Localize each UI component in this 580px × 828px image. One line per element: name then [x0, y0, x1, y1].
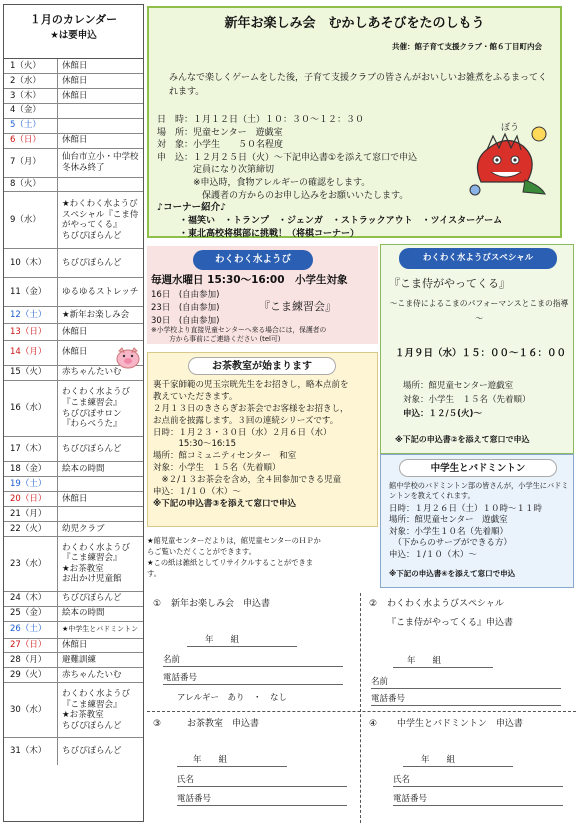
calendar-date: 23（水） — [4, 537, 58, 591]
pamphlet-note-line: ★館児童センターだよりは，館児童センターのＨＰか — [147, 536, 321, 545]
phone-line[interactable] — [371, 705, 561, 706]
new-year-detail-line: ※申込時，食物アレルギーの確認をします。 — [157, 177, 371, 188]
calendar-row — [4, 104, 143, 119]
calendar-row — [4, 89, 143, 104]
form-title: わくわく水ようびスペシャル — [387, 599, 504, 609]
calendar-event — [58, 192, 143, 248]
name-line[interactable] — [163, 666, 343, 667]
calendar-row — [4, 492, 143, 507]
calendar-row — [4, 683, 143, 738]
form-phone-label: 電話番号 — [177, 794, 212, 804]
badminton-intro: 館中学校のバドミントン部の皆さんが，小学生にバドミントンを教えてくれます。 — [389, 481, 569, 500]
form-grade: 年 組 — [205, 635, 240, 645]
lion-speech-text: ぼう — [501, 123, 520, 133]
calendar-date: 18（金） — [4, 462, 58, 476]
calendar-row — [4, 278, 143, 307]
calendar-row — [4, 607, 143, 622]
wakuwaku-date-16: 16日 (自由参加) — [151, 290, 220, 300]
pamphlet-note — [147, 536, 378, 588]
form-name-label: 名前 — [371, 677, 389, 687]
calendar-event-line: 休館日 — [62, 347, 88, 358]
wakuwaku-schedule: 毎週水曜日 15:30～16:00 小学生対象 — [151, 274, 348, 286]
calendar-event — [58, 437, 143, 461]
calendar-event-line: ★お茶教室 — [62, 710, 104, 721]
pamphlet-note-line: ★この紙は雑紙としてリサイクルすることができま — [147, 557, 314, 567]
calendar-date: 17（木） — [4, 437, 58, 461]
calendar-event — [58, 462, 143, 476]
tea-class-line: ２月１３日のきさらぎお茶会でお客様をお招きし， — [153, 403, 349, 414]
name-line[interactable] — [177, 786, 347, 787]
form-badminton[interactable] — [363, 713, 576, 823]
phone-line[interactable] — [163, 684, 343, 685]
form-allergy[interactable]: アレルギー あり ・ なし — [177, 693, 287, 703]
calendar-event — [58, 507, 143, 521]
calendar-date: 6（日） — [4, 134, 58, 148]
calendar-event-line: ちびぴぽらんど — [62, 746, 122, 757]
calendar-date: 26（土） — [4, 622, 58, 638]
calendar-date: 9（水） — [4, 192, 58, 248]
form-number: ② — [369, 599, 378, 609]
wakuwaku-label: わくわく水ようび — [193, 250, 313, 270]
calendar-event-line: 『こま練習会』 — [62, 553, 122, 564]
tea-class-line: 対象：小学生 １５名（先着順） — [153, 463, 281, 474]
calendar-row — [4, 507, 143, 522]
new-year-detail-line: 対 象：小学生 ５０名程度 — [157, 140, 284, 151]
tea-class-line: ※２/１３お茶会を含め，全４回参加できる児童 — [153, 475, 342, 486]
calendar-date: 25（金） — [4, 607, 58, 621]
calendar-event — [58, 537, 143, 591]
calendar-row — [4, 462, 143, 477]
calendar-row — [4, 178, 143, 193]
calendar-event-line: わくわく水ようび — [62, 542, 131, 553]
calendar-date: 16（水） — [4, 381, 58, 437]
badminton-info-line: （下からのサーブができる方） — [389, 538, 512, 549]
calendar-event-line: 赤ちゃんたいむ — [62, 367, 122, 378]
calendar-date: 8（火） — [4, 178, 58, 192]
calendar-event-line: わくわく水ようび — [62, 387, 131, 398]
calendar-date: 11（金） — [4, 278, 58, 306]
calendar-event — [58, 307, 143, 323]
calendar-event-line: 赤ちゃんたいむ — [62, 670, 122, 681]
badminton-info-line: 申込：１/１０（木）～ — [389, 549, 477, 560]
calendar-date: 15（火） — [4, 366, 58, 380]
calendar-row — [4, 192, 143, 249]
calendar-date: 30（水） — [4, 683, 58, 737]
form-name-label: 氏名 — [393, 775, 411, 785]
calendar-event-line: ちびぴぽらんど — [62, 230, 122, 241]
new-year-party-section — [147, 6, 562, 238]
calendar-event-line: 『こま練習会』 — [62, 397, 122, 408]
calendar-row — [4, 307, 143, 324]
new-year-detail-line: 保護者の方からのお申し込みをお願いいたします。 — [157, 190, 409, 201]
special-apply-note: ※下記の申込書②を添えて窓口で申込 — [395, 435, 530, 444]
badminton-apply-note: ※下記の申込書④を添えて窓口で申込 — [389, 569, 516, 578]
calendar-event — [58, 592, 143, 606]
tea-class-line: ※下記の申込書③を添えて窓口で申込 — [153, 498, 296, 509]
calendar-row — [4, 249, 143, 278]
name-line[interactable] — [393, 786, 563, 787]
tea-class-line: 15:30～16:15 — [153, 439, 236, 450]
wakuwaku-note-1: ※小学校より直接児童センターへ来る場合には，保護者の — [151, 326, 327, 334]
calendar-event — [58, 477, 143, 491]
badminton-info-line: 対象：小学生１０名（先着順） — [389, 526, 509, 537]
calendar-event-line: 絵本の時間 — [62, 608, 105, 619]
calendar-row — [4, 738, 143, 765]
calendar-event — [58, 119, 143, 133]
calendar-event-line: 幼児クラブ — [62, 523, 105, 534]
calendar-row — [4, 622, 143, 639]
calendar-event — [58, 278, 143, 306]
wakuwaku-date-30: 30日 (自由参加) — [151, 316, 220, 326]
calendar-event-line: 絵本の時間 — [62, 463, 105, 474]
calendar-event — [58, 149, 143, 177]
calendar-event-line: がやってくる』 — [62, 220, 122, 231]
form-title: 新年お楽しみ会 申込書 — [171, 599, 271, 609]
new-year-detail-line: 定員になり次第締切 — [157, 165, 275, 176]
special-info — [403, 379, 531, 421]
calendar-event — [58, 607, 143, 621]
special-apply-date: 申込：１２/５(火)～ — [403, 409, 482, 420]
pamphlet-note-line: す。 — [147, 568, 162, 578]
form-subtitle: 『こま侍がやってくる』申込書 — [387, 618, 514, 628]
form-number: ③ — [153, 719, 162, 729]
calendar-event-line: 休館日 — [62, 640, 88, 651]
calendar-event-line: 避難訓練 — [62, 655, 97, 666]
phone-line[interactable] — [177, 805, 347, 806]
form-name-label: 氏名 — [177, 775, 195, 785]
calendar-rows — [4, 59, 143, 765]
calendar-event — [58, 639, 143, 653]
new-year-title: 新年お楽しみ会 むかしあそびをたのしもう — [224, 16, 485, 31]
tea-class-line: 裏千家師範の児玉宗晄先生をお招きし，略本点前を — [153, 380, 349, 390]
new-year-intro: みんなで楽しくゲームをした後，子育て支援クラブの皆さんがおいしいお雑煮をふるまってくれます。 — [169, 73, 548, 97]
wakuwaku-note-2: 方から事前にご連絡ください (tel可) — [169, 335, 281, 343]
calendar-event-line: ★わくわく水ようび — [62, 199, 138, 210]
calendar-event-line: ★新年お楽しみ会 — [62, 309, 130, 320]
calendar-event-line: 休館日 — [62, 75, 88, 86]
calendar-date: 19（土） — [4, 477, 58, 491]
calendar-date: 3（木） — [4, 89, 58, 103]
form-name-label: 名前 — [163, 655, 181, 665]
calendar-date: 12（土） — [4, 307, 58, 323]
tea-class-line: 日時：１月２３・３０日（水）２月６日（水） — [153, 427, 332, 438]
form-divider-vertical — [360, 593, 361, 823]
grade-line[interactable] — [177, 766, 287, 767]
calendar-event — [58, 59, 143, 73]
form-grade: 年 組 — [407, 656, 442, 666]
calendar-event — [58, 653, 143, 667]
calendar-event — [58, 324, 143, 340]
calendar-row — [4, 381, 143, 438]
special-subtitle: ～こま侍によるこまのパフォーマンスとこまの指導～ — [389, 299, 569, 323]
badminton-section — [380, 454, 574, 588]
wakuwaku-date-23: 23日 (自由参加) — [151, 303, 220, 313]
calendar-event-line: お出かけ児童館 — [62, 574, 122, 585]
calendar-row — [4, 134, 143, 149]
name-line[interactable] — [371, 688, 561, 689]
calendar-row — [4, 537, 143, 592]
corner-list-1: ・福笑い ・トランプ ・ジェンガ ・ストラックアウト ・ツイスターゲーム — [179, 216, 503, 226]
form-number: ④ — [369, 719, 378, 729]
calendar-row — [4, 119, 143, 134]
special-date: １月９日（水）１５：００～１６：００ — [395, 348, 567, 359]
tea-class-line: 場所：館コミュニティセンター 和室 — [153, 451, 297, 462]
grade-line[interactable] — [403, 766, 513, 767]
grade-line[interactable] — [187, 646, 297, 647]
special-place: 場所：館児童センター遊戯室 — [403, 381, 514, 391]
calendar-date: 24（木） — [4, 592, 58, 606]
calendar-row — [4, 437, 143, 462]
calendar-date: 22（火） — [4, 522, 58, 536]
calendar-event-line: ちびぴぽらんど — [62, 720, 122, 731]
calendar-date: 21（月） — [4, 507, 58, 521]
new-year-detail-line: 申 込：１２月２５日（火）～下記申込書①を添えて窓口で申込 — [157, 152, 418, 163]
pamphlet-note-line: らご覧いただくことができます。 — [147, 546, 256, 556]
calendar-row — [4, 668, 143, 683]
calendar-event-line: 仙台市立小・中学校 — [62, 151, 139, 162]
wakuwaku-wednesday-section — [147, 246, 378, 332]
form-grade: 年 組 — [193, 755, 228, 765]
calendar-event-line: 休館日 — [62, 326, 88, 337]
application-forms — [147, 593, 576, 823]
tea-class-body — [153, 380, 373, 511]
calendar-event-line: 『こま練習会』 — [62, 699, 122, 710]
form-tea-class[interactable] — [147, 713, 359, 823]
calendar-event — [58, 89, 143, 103]
calendar-event-line: 『わらべうた』 — [62, 419, 122, 430]
form-phone-label: 電話番号 — [393, 794, 428, 804]
calendar-event-line: ちびぴぽサロン — [62, 408, 122, 419]
calendar-event — [58, 738, 143, 765]
badminton-info — [389, 504, 542, 561]
new-year-detail-line: 場 所：児童センター 遊戯室 — [157, 127, 283, 138]
tea-class-line: 申込：１/１０（木）～ — [153, 487, 241, 498]
calendar-event-line: ちびぴぽらんど — [62, 593, 122, 604]
calendar-event-line: ゆるゆるストレッチ — [62, 286, 139, 297]
form-special[interactable] — [363, 593, 576, 711]
calendar-event-line: わくわく水ようび — [62, 689, 131, 699]
new-year-detail-line: 日 時：１月１２日（土）１０：３０～１２：３０ — [157, 115, 365, 125]
form-phone-label: 電話番号 — [163, 673, 198, 683]
calendar-date: 14（月） — [4, 341, 58, 365]
grade-line[interactable] — [393, 667, 493, 668]
calendar-row — [4, 522, 143, 537]
corner-heading: ♪コーナー紹介♪ — [157, 202, 227, 213]
calendar-row — [4, 149, 143, 178]
calendar-date: 29（火） — [4, 668, 58, 682]
calendar-event — [58, 668, 143, 682]
calendar-date: 4（金） — [4, 104, 58, 118]
tea-class-line: お点前を披露します。３回の連続シリーズです。 — [153, 415, 339, 426]
calendar-event-line: 休館日 — [62, 60, 88, 71]
new-year-host: 共催：館子育て支援クラブ・館６丁目町内会 — [392, 42, 542, 51]
form-grade: 年 組 — [421, 755, 456, 765]
calendar-event — [58, 522, 143, 536]
calendar-event-line: スペシャル『こま侍 — [62, 209, 139, 220]
form-title: お茶教室 申込書 — [187, 719, 260, 729]
tea-class-section — [147, 352, 378, 527]
calendar-row — [4, 592, 143, 607]
wakuwaku-event-title: 『こま練習会』 — [259, 300, 336, 313]
calendar-row — [4, 477, 143, 492]
calendar-event — [58, 683, 143, 737]
pig-illustration — [115, 346, 141, 370]
calendar-event — [58, 622, 143, 638]
calendar-date: 2（水） — [4, 74, 58, 88]
calendar-row — [4, 324, 143, 341]
form-phone-label: 電話番号 — [371, 694, 406, 704]
calendar-date: 10（木） — [4, 249, 58, 277]
calendar-event — [58, 104, 143, 118]
badminton-info-line: 日時：１月２６日（土）１０時～１１時 — [389, 504, 543, 514]
calendar-event-line: ★中学生とバドミントン — [62, 625, 139, 634]
special-target: 対象：小学生 １５名（先着順） — [403, 395, 531, 406]
wakuwaku-note-area — [147, 326, 378, 344]
badminton-label: 中学生とバドミントン — [399, 459, 557, 477]
calendar-date: 28（月） — [4, 653, 58, 667]
calendar-event-line: 冬休み終了 — [62, 162, 105, 173]
tea-class-line: 教えていただきます。 — [153, 391, 238, 402]
special-title: 『こま侍がやってくる』 — [389, 277, 510, 290]
calendar-event — [58, 74, 143, 88]
form-divider-horizontal — [147, 711, 576, 712]
calendar-date: 7（月） — [4, 149, 58, 177]
form-number: ① — [153, 599, 162, 609]
tea-class-label: お茶教室が始まります — [188, 357, 336, 375]
calendar-event-line: ちびぴぽらんど — [62, 444, 122, 455]
form-new-year[interactable] — [147, 593, 359, 711]
corner-list-2: ・東北高校将棋部に挑戦！（将棋コーナー） — [179, 229, 360, 239]
calendar-subtitle: ★は要申込 — [50, 29, 97, 41]
calendar-event — [58, 492, 143, 506]
calendar-title: １月のカレンダー — [29, 13, 118, 26]
calendar-date: 1（火） — [4, 59, 58, 73]
calendar-event-line: 休館日 — [62, 493, 88, 504]
calendar-event-line: ★お茶教室 — [62, 563, 104, 574]
calendar-event — [58, 178, 143, 192]
calendar-header — [4, 13, 143, 59]
calendar-event — [58, 381, 143, 437]
calendar-event-line: 休館日 — [62, 135, 88, 146]
calendar-date: 31（木） — [4, 738, 58, 765]
calendar-event-line: ちびぴぽらんど — [62, 257, 122, 268]
calendar-date: 13（日） — [4, 324, 58, 340]
form-title: 中学生とバドミントン 申込書 — [397, 719, 523, 729]
calendar-event — [58, 249, 143, 277]
phone-line[interactable] — [393, 805, 563, 806]
calendar-date: 27（日） — [4, 639, 58, 653]
calendar-row — [4, 653, 143, 668]
calendar — [3, 4, 144, 822]
calendar-date: 20（日） — [4, 492, 58, 506]
calendar-row — [4, 74, 143, 89]
lion-dance-illustration — [461, 120, 553, 204]
calendar-row — [4, 59, 143, 74]
calendar-date: 5（土） — [4, 119, 58, 133]
special-label: わくわく水ようびスペシャル — [399, 248, 557, 269]
calendar-row — [4, 639, 143, 654]
badminton-info-line: 場所：館児童センター 遊戯室 — [389, 515, 508, 526]
calendar-event — [58, 134, 143, 148]
wakuwaku-special-section — [380, 244, 574, 454]
calendar-event-line: 休館日 — [62, 90, 88, 101]
